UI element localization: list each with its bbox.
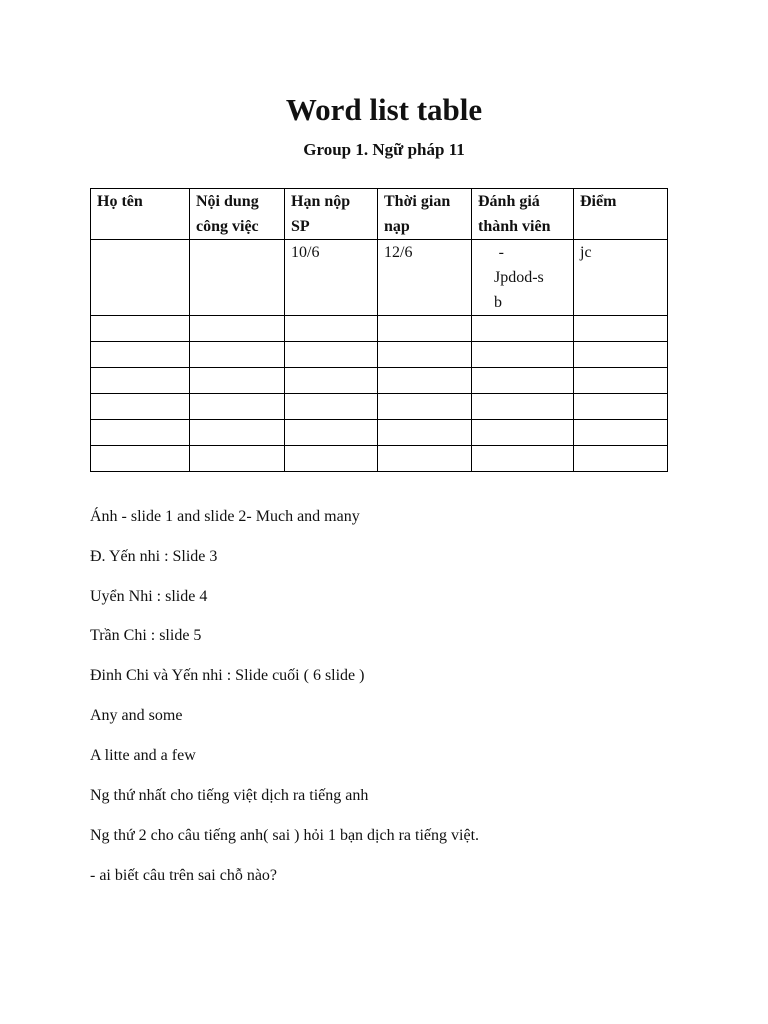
- table-cell-empty: [378, 446, 472, 472]
- note-line: Ánh - slide 1 and slide 2- Much and many: [90, 508, 360, 525]
- list-bullet: -: [498, 244, 504, 261]
- table-cell-empty: [285, 446, 378, 472]
- table-cell-empty: [574, 394, 668, 420]
- table-cell-empty: [378, 420, 472, 446]
- table-cell-empty: [190, 394, 285, 420]
- cell-han-nop: 10/6: [285, 240, 378, 316]
- note-line: Ng thứ 2 cho câu tiếng anh( sai ) hỏi 1 bạn dịch ra tiếng việt.: [90, 827, 480, 844]
- table-cell-empty: [378, 394, 472, 420]
- table-cell-empty: [91, 420, 190, 446]
- header-han-nop: Hạn nộp SP: [285, 189, 378, 240]
- note-line: Ng thứ nhất cho tiếng việt dịch ra tiếng anh: [90, 787, 369, 804]
- note-line: A litte and a few: [90, 747, 196, 764]
- table-cell-empty: [472, 420, 574, 446]
- table-cell-empty: [472, 342, 574, 368]
- table-cell-empty: [574, 420, 668, 446]
- table-cell-empty: [285, 420, 378, 446]
- header-noi-dung: Nội dung công việc: [190, 189, 285, 240]
- table-cell-empty: [190, 420, 285, 446]
- table-row: [91, 240, 668, 316]
- header-diem: Điểm: [574, 189, 668, 240]
- table-header-row: [91, 189, 668, 240]
- table-row-empty: [91, 420, 668, 446]
- table-cell-empty: [472, 368, 574, 394]
- document-title: Word list table: [285, 92, 483, 127]
- table-cell-empty: [574, 342, 668, 368]
- table-cell-empty: [190, 368, 285, 394]
- table-row-empty: [91, 368, 668, 394]
- table-cell-empty: [190, 342, 285, 368]
- table-cell-empty: [190, 446, 285, 472]
- header-thoi-gian: Thời gian nạp: [378, 189, 472, 240]
- header-danh-gia: Đánh giá thành viên: [472, 189, 574, 240]
- table-row-empty: [91, 342, 668, 368]
- table-cell-empty: [91, 446, 190, 472]
- table-cell-empty: [285, 368, 378, 394]
- note-line: Uyển Nhi : slide 4: [90, 588, 208, 605]
- word-list-table: [90, 188, 668, 472]
- table-cell-empty: [91, 394, 190, 420]
- cell-thoi-gian: 12/6: [378, 240, 472, 316]
- table-cell-empty: [91, 342, 190, 368]
- table-cell-empty: [574, 446, 668, 472]
- table-cell-empty: [472, 446, 574, 472]
- note-line: Trần Chi : slide 5: [90, 627, 202, 644]
- note-line: Đ. Yến nhi : Slide 3: [90, 548, 218, 565]
- table-cell-empty: [574, 316, 668, 342]
- table-row-empty: [91, 446, 668, 472]
- table-cell-empty: [574, 368, 668, 394]
- note-line: Any and some: [90, 707, 183, 724]
- table-cell-empty: [378, 342, 472, 368]
- note-line: Đinh Chi và Yến nhi : Slide cuối ( 6 slide ): [90, 667, 365, 684]
- cell-diem: jc: [574, 240, 668, 316]
- table-cell-empty: [378, 316, 472, 342]
- table-cell-empty: [472, 316, 574, 342]
- table-row-empty: [91, 316, 668, 342]
- cell-ho-ten: [91, 240, 190, 316]
- table-cell-empty: [285, 316, 378, 342]
- table-cell-empty: [472, 394, 574, 420]
- table-cell-empty: [378, 368, 472, 394]
- table-cell-empty: [285, 342, 378, 368]
- table-cell-empty: [91, 316, 190, 342]
- table-cell-empty: [190, 316, 285, 342]
- table-row-empty: [91, 394, 668, 420]
- danh-gia-text: Jpdod-sb: [494, 269, 544, 311]
- note-line: - ai biết câu trên sai chỗ nào?: [90, 867, 278, 884]
- cell-noi-dung: [190, 240, 285, 316]
- document-subtitle: Group 1. Ngữ pháp 11: [303, 140, 465, 159]
- header-ho-ten: Họ tên: [91, 189, 190, 240]
- table-cell-empty: [91, 368, 190, 394]
- table-cell-empty: [285, 394, 378, 420]
- cell-danh-gia: [472, 240, 574, 316]
